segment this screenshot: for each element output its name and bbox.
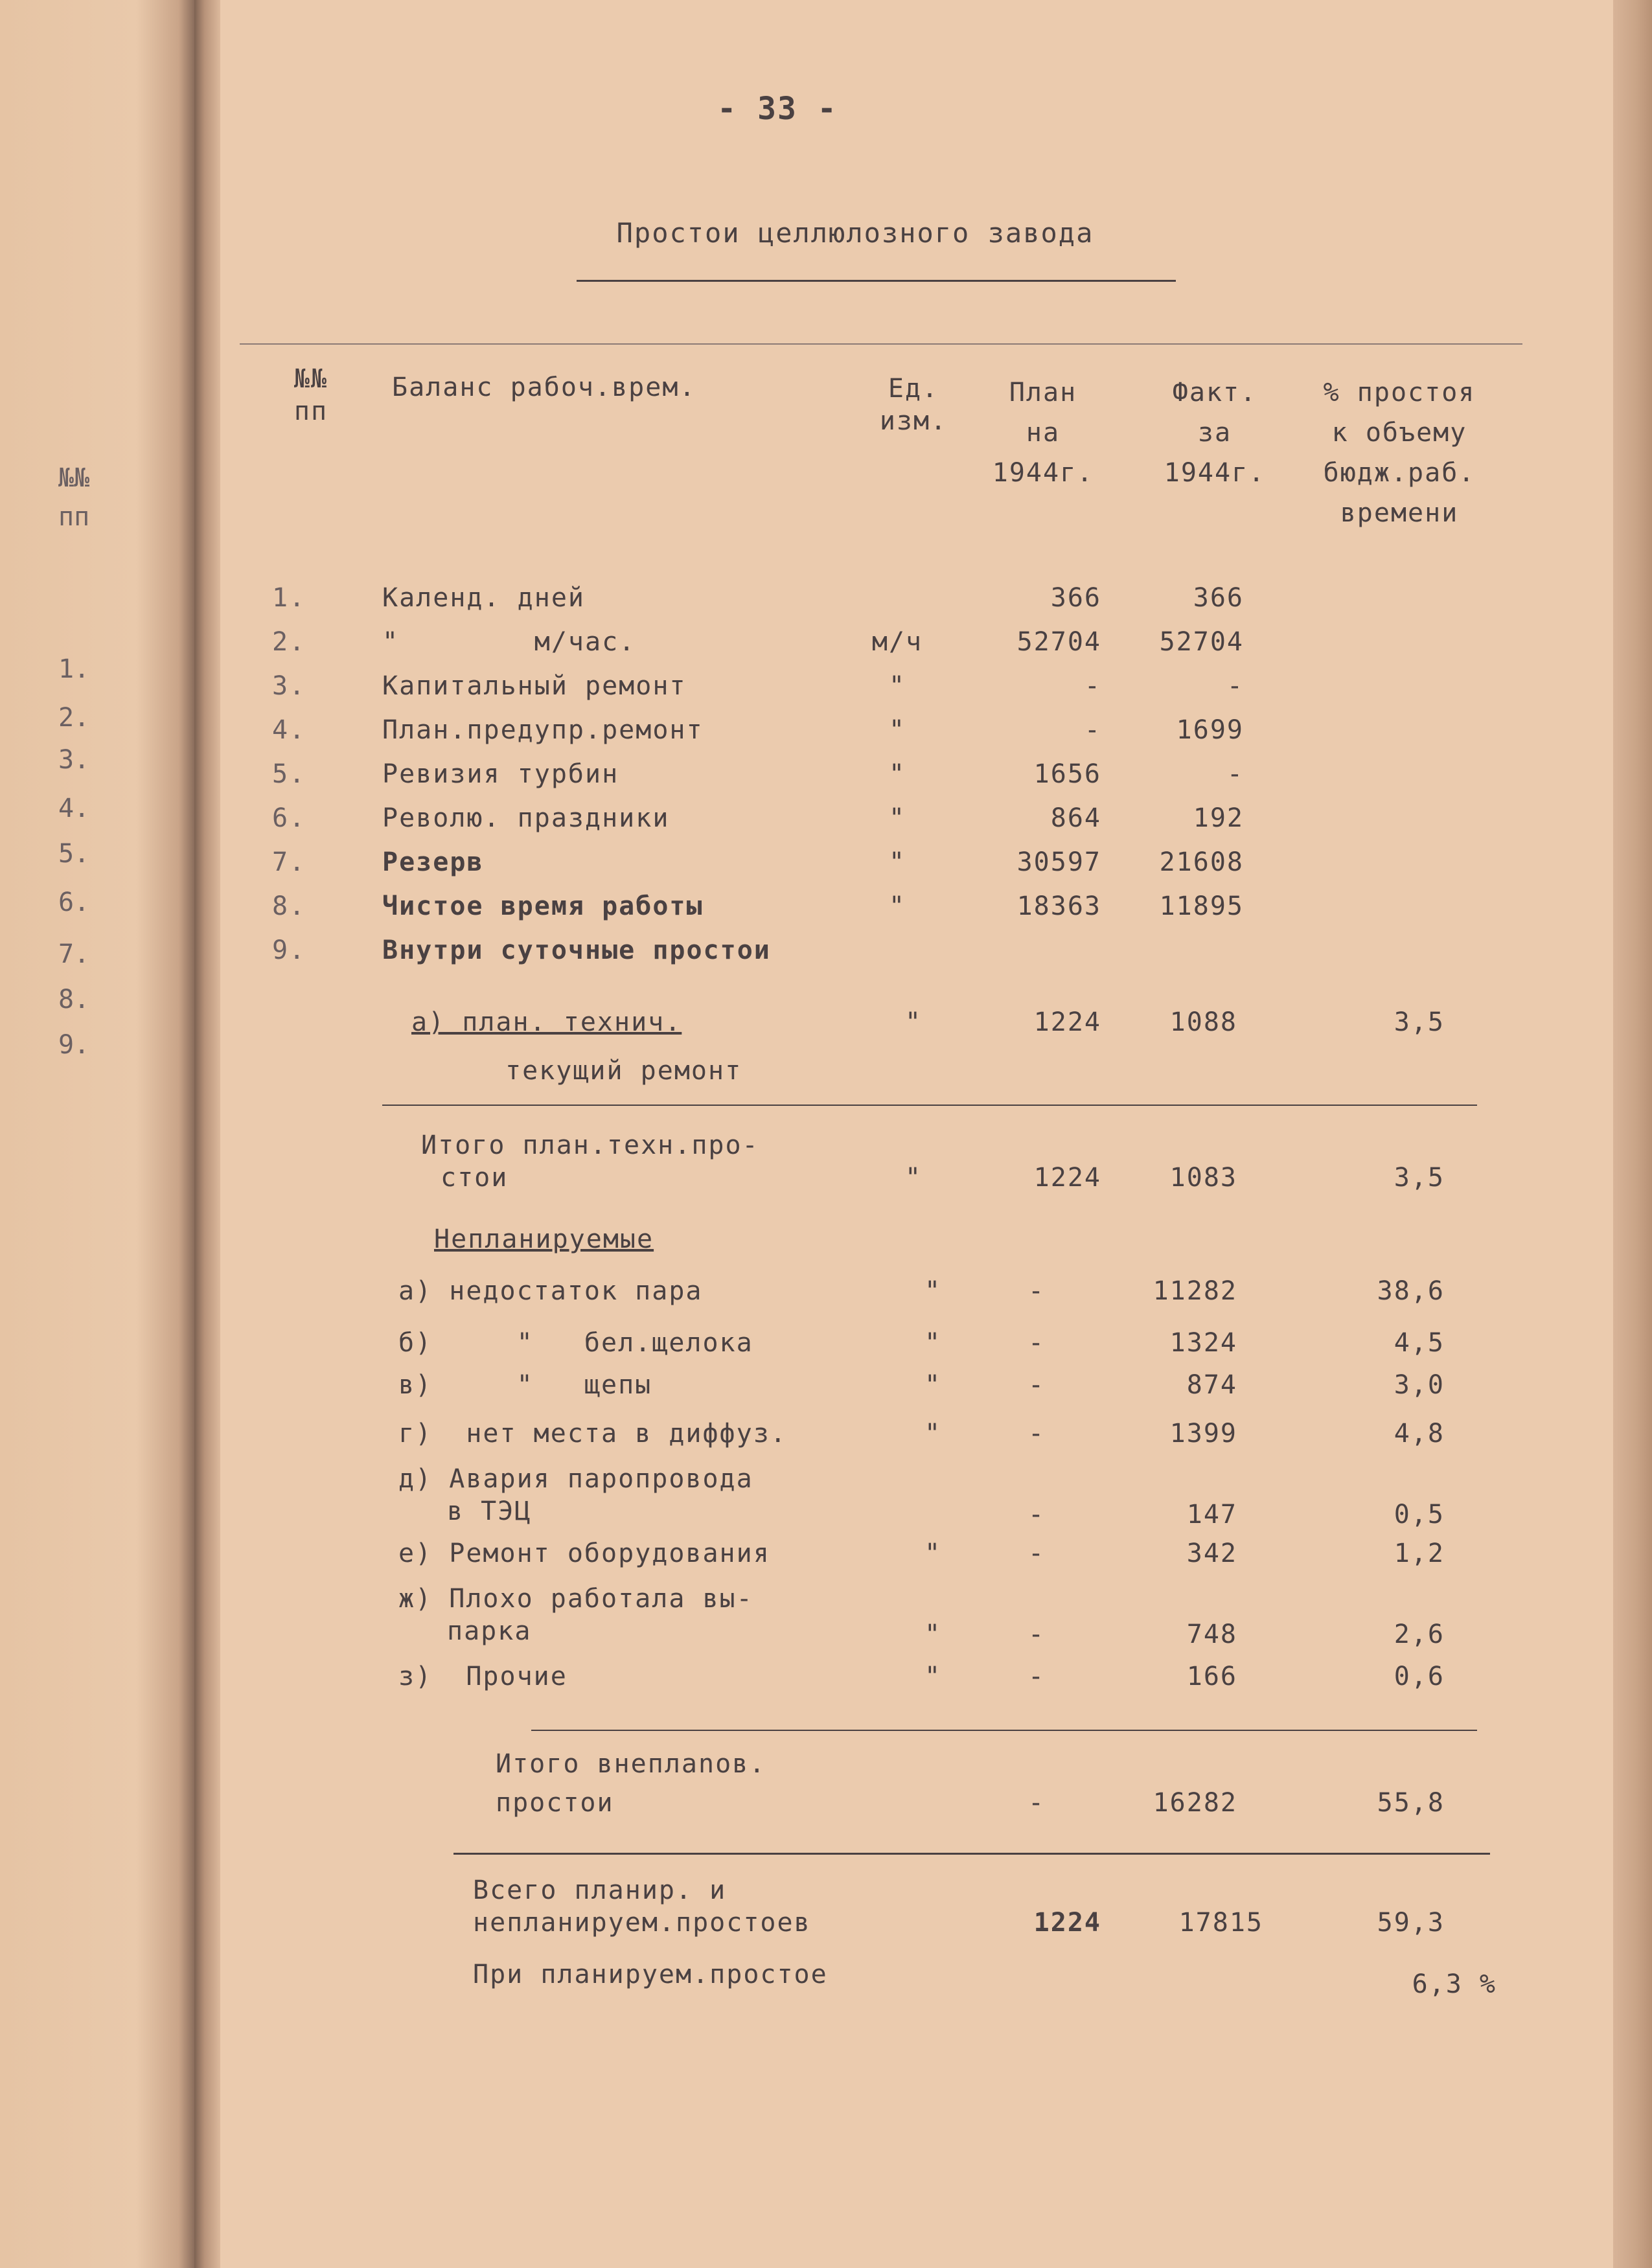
row-label: Револю. праздники (382, 803, 670, 833)
left-page-number: 2. (58, 703, 90, 733)
unplanned-fact: 11282 (1153, 1276, 1237, 1306)
left-page-number: 6. (58, 888, 90, 917)
header-num: №№ пп (293, 364, 328, 426)
unplanned-label: е) Ремонт оборудования (398, 1539, 770, 1568)
itogo-unplan-label: Итого внеплanов. (496, 1749, 766, 1779)
header-pct: % простоя к объему бюдж.раб. времени (1323, 378, 1476, 528)
row-label: Капитальный ремонт (382, 671, 687, 701)
row-number: 9. (272, 935, 306, 965)
title-underline (577, 280, 1176, 282)
pri-plan-pct: 6,3 % (1412, 1969, 1497, 1999)
sub-a-plan: 1224 (1033, 1007, 1101, 1037)
unplanned-unit: " (924, 1662, 942, 1691)
row-label: " м/час. (382, 627, 636, 657)
itogo-plan-fact: 1083 (1169, 1163, 1237, 1193)
unplanned-fact: 1324 (1169, 1328, 1237, 1358)
unplanned-pct: 1,2 (1394, 1539, 1445, 1568)
vsego-label2: непланируем.простоев (473, 1908, 811, 1938)
row-number: 5. (272, 759, 306, 789)
row-plan: 1656 (1033, 759, 1101, 789)
itogo-unplan-label2: простои (496, 1788, 614, 1818)
unplanned-plan: - (1027, 1370, 1046, 1400)
unplanned-pct: 2,6 (1394, 1620, 1445, 1649)
row-plan: 366 (1050, 583, 1101, 613)
unplanned-fact: 1399 (1169, 1419, 1237, 1449)
vsego-label: Всего планир. и (473, 1875, 727, 1905)
unplanned-pct: 4,8 (1394, 1419, 1445, 1449)
unplanned-fact: 874 (1186, 1370, 1237, 1400)
row-number: 4. (272, 715, 306, 745)
unplanned-unit: " (924, 1328, 942, 1358)
unplanned-unit: " (924, 1539, 942, 1568)
unplanned-label: ж) Плохо работала вы- (398, 1584, 753, 1614)
row-plan: - (1084, 715, 1101, 745)
page-title: Простои целлюлозного завода (616, 217, 1094, 249)
itogo-plan-label: Итого план.техн.про- (421, 1130, 759, 1160)
left-page-number: 1. (58, 654, 90, 684)
vsego-rule (453, 1853, 1490, 1855)
row-unit: " (888, 803, 906, 833)
unplanned-plan: - (1027, 1419, 1046, 1449)
left-page-number: 4. (58, 794, 90, 823)
unplanned-header: Непланируемые (434, 1224, 654, 1254)
unplanned-plan: - (1027, 1620, 1046, 1649)
left-page-number: №№ (58, 463, 90, 493)
row-number: 7. (272, 847, 306, 877)
row-fact: 366 (1193, 583, 1244, 613)
row-label: Календ. дней (382, 583, 585, 613)
unplanned-pct: 4,5 (1394, 1328, 1445, 1358)
sub-a-unit: " (904, 1007, 923, 1037)
row-label: Ревизия турбин (382, 759, 619, 789)
row-unit: " (888, 891, 906, 921)
row-plan: - (1084, 671, 1101, 701)
unplanned-unit: " (924, 1370, 942, 1400)
unplanned-pct: 0,6 (1394, 1662, 1445, 1691)
row-fact: 192 (1193, 803, 1244, 833)
unplanned-fact: 166 (1186, 1662, 1237, 1691)
unplanned-label: з) Прочие (398, 1662, 568, 1691)
unplanned-label: г) нет места в диффуз. (398, 1419, 787, 1449)
unplanned-fact: 748 (1186, 1620, 1237, 1649)
unplanned-label: д) Авария паропровода (398, 1464, 753, 1494)
page-edges (1613, 0, 1652, 2268)
unplanned-label2: парка (447, 1616, 532, 1646)
row-number: 2. (272, 627, 306, 657)
unplanned-label2: в ТЭЦ (447, 1496, 532, 1526)
header-balance: Баланс рабоч.врем. (392, 372, 696, 402)
row-unit: " (888, 759, 906, 789)
row-fact: 1699 (1176, 715, 1244, 745)
left-page-number: 7. (58, 939, 90, 969)
itogo-plan-plan: 1224 (1033, 1163, 1101, 1193)
vsego-fact: 17815 (1178, 1908, 1263, 1938)
sub-a-rule (382, 1105, 1477, 1106)
header-plan: План на 1944г. (992, 378, 1094, 488)
itogo-plan-pct: 3,5 (1394, 1163, 1445, 1193)
unplanned-fact: 147 (1186, 1500, 1237, 1529)
itogo-unplan-pct: 55,8 (1377, 1788, 1445, 1818)
itogo-plan-label2: стои (441, 1163, 509, 1193)
row-plan: 30597 (1016, 847, 1101, 877)
row-number: 6. (272, 803, 306, 833)
header-fact: Факт. за 1944г. (1164, 378, 1266, 488)
row-unit: м/ч (871, 627, 923, 657)
row-label: Резерв (382, 847, 484, 877)
row-number: 1. (272, 583, 306, 613)
header-rule (240, 343, 1522, 345)
left-page-number: 5. (58, 839, 90, 869)
vsego-pct: 59,3 (1377, 1908, 1445, 1938)
left-page-number: 9. (58, 1030, 90, 1060)
row-plan: 864 (1050, 803, 1101, 833)
unplanned-plan: - (1027, 1328, 1046, 1358)
unplanned-plan: - (1027, 1539, 1046, 1568)
row-fact: - (1226, 671, 1244, 701)
sub-a-label2: текущий ремонт (505, 1056, 742, 1086)
itogo-unplan-rule (531, 1730, 1477, 1731)
row-number: 3. (272, 671, 306, 701)
row-fact: 21608 (1159, 847, 1244, 877)
unplanned-unit: " (924, 1276, 942, 1306)
row-label: Чистое время работы (382, 891, 704, 921)
book-gutter (194, 0, 220, 2268)
row-fact: 11895 (1159, 891, 1244, 921)
row-fact: 52704 (1159, 627, 1244, 657)
left-page-number: 8. (58, 985, 90, 1014)
unplanned-unit: " (924, 1419, 942, 1449)
unplanned-pct: 0,5 (1394, 1500, 1445, 1529)
sub-a-fact: 1088 (1169, 1007, 1237, 1037)
unplanned-plan: - (1027, 1662, 1046, 1691)
itogo-unplan-plan: - (1027, 1788, 1046, 1818)
itogo-unplan-fact: 16282 (1153, 1788, 1237, 1818)
row-fact: - (1226, 759, 1244, 789)
row-plan: 52704 (1016, 627, 1101, 657)
left-page-number: пп (58, 502, 90, 532)
row-plan: 18363 (1016, 891, 1101, 921)
unplanned-label: в) " щепы (398, 1370, 652, 1400)
unplanned-fact: 342 (1186, 1539, 1237, 1568)
page-number: - 33 - (717, 91, 838, 127)
row-unit: " (888, 671, 906, 701)
unplanned-label: б) " бел.щелока (398, 1328, 753, 1358)
sub-a-label: а) план. технич. (411, 1007, 682, 1037)
row-unit: " (888, 715, 906, 745)
row-label: План.предупр.ремонт (382, 715, 704, 745)
unplanned-unit: " (924, 1620, 942, 1649)
unplanned-plan: - (1027, 1500, 1046, 1529)
pri-plan-label: При планируем.простое (473, 1960, 828, 1989)
left-page (0, 0, 194, 2268)
header-unit: Ед. изм. (879, 374, 948, 436)
unplanned-label: а) недостаток пара (398, 1276, 703, 1306)
row-label: Внутри суточные простои (382, 935, 771, 965)
unplanned-pct: 3,0 (1394, 1370, 1445, 1400)
unplanned-pct: 38,6 (1377, 1276, 1445, 1306)
row-number: 8. (272, 891, 306, 921)
sub-a-pct: 3,5 (1394, 1007, 1445, 1037)
row-unit: " (888, 847, 906, 877)
itogo-plan-unit: " (904, 1163, 923, 1193)
unplanned-plan: - (1027, 1276, 1046, 1306)
vsego-plan: 1224 (1033, 1908, 1101, 1938)
left-page-number: 3. (58, 745, 90, 775)
